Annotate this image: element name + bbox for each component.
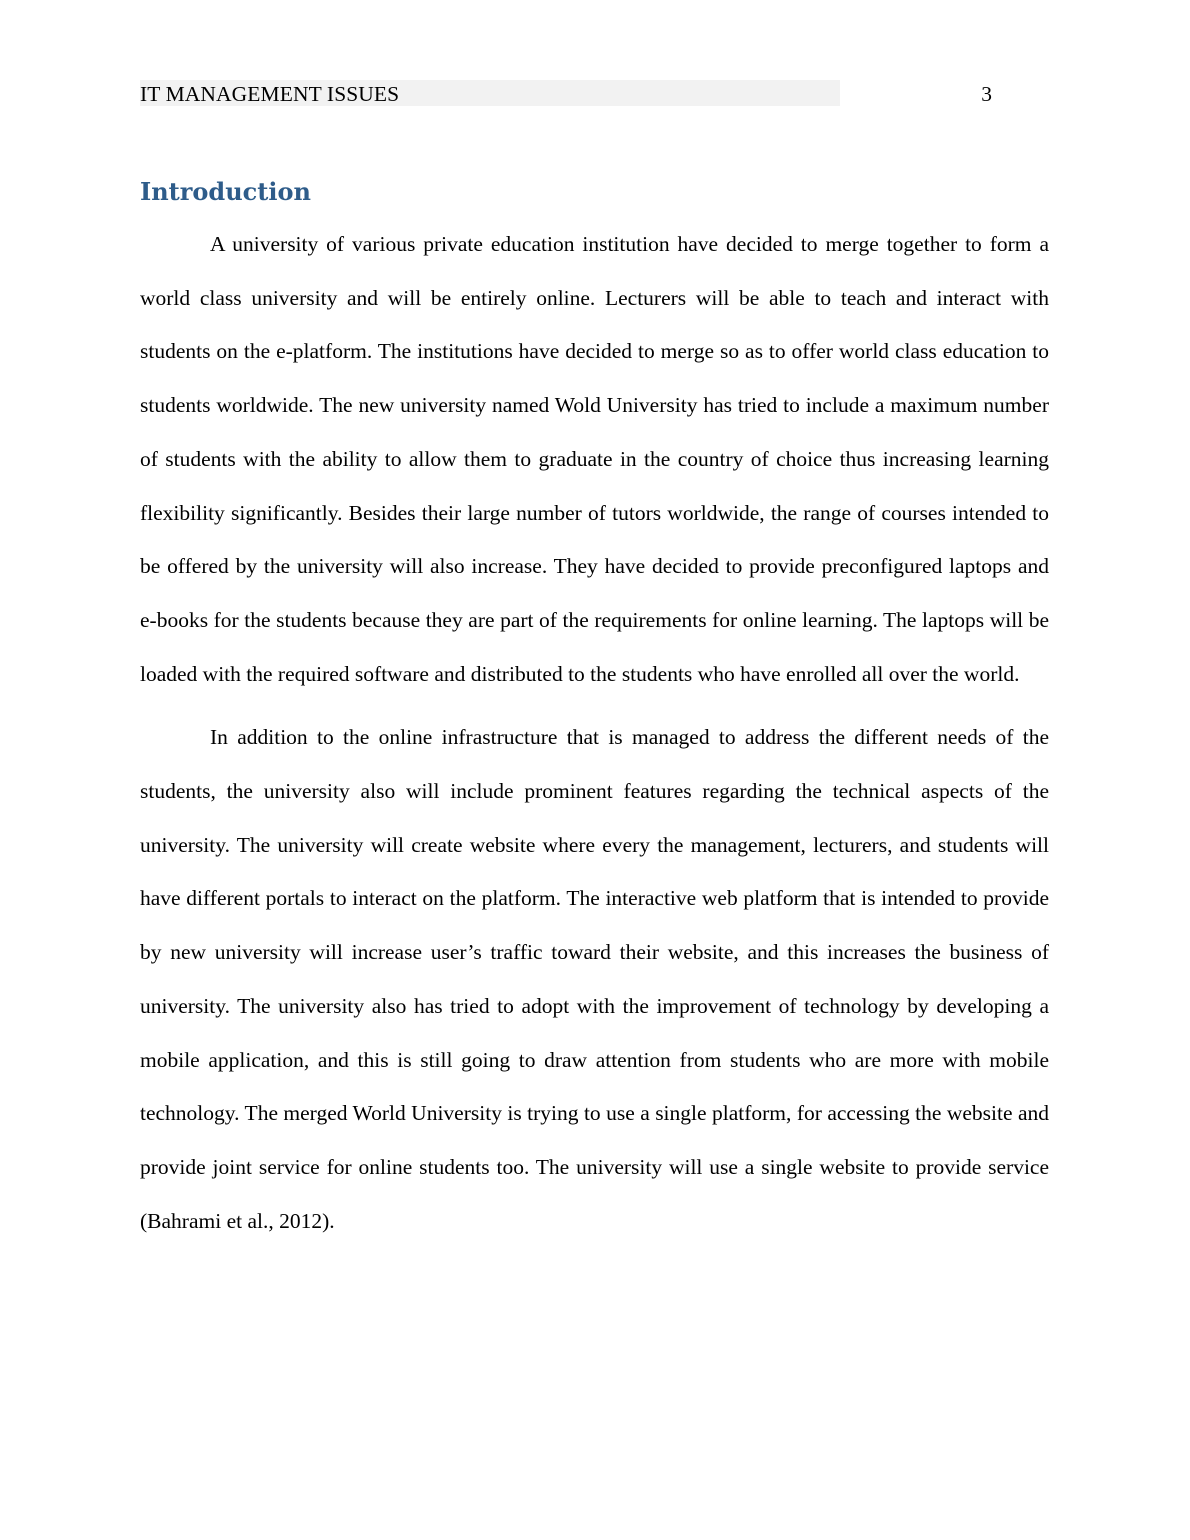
paragraph-2: In addition to the online infrastructure that is managed to address the different needs of the students, the university also will include prominent features regarding the technical aspects of the university. The university will create website where every the management, lecturers, and students will have different portals to interact on the platform. The interactive web platform that is intended to provide by new university will increase user’s traffic toward their website, and this increases the business of university. The university also has tried to adopt with the improvement of technology by developing a mobile application, and this is still going to draw attention from students who are more with mobile technology. The merged World University is trying to use a single platform, for accessing the website and provide joint service for online students too. The university will use a single website to provide service (Bahrami et al., 2012). [140,725,1049,1233]
section-heading: Introduction [140,177,311,206]
paragraph-1: A university of various private education institution have decided to merge together to form a world class university and will be entirely online. Lecturers will be able to teach and interact with students on the e-platform. The institutions have decided to merge so as to offer world class education to students worldwide. The new university named Wold University has tried to include a maximum number of students with the ability to allow them to graduate in the country of choice thus increasing learning flexibility significantly. Besides their large number of tutors worldwide, the range of courses intended to be offered by the university will also increase. They have decided to provide preconfigured laptops and e-books for the students because they are part of the requirements for online learning. The laptops will be loaded with the required software and distributed to the students who have enrolled all over the world. [140,232,1049,686]
page-header [140,80,992,106]
document-body [140,174,1049,1248]
page-number: 3 [981,82,992,106]
running-head-title: IT MANAGEMENT ISSUES [140,82,400,106]
